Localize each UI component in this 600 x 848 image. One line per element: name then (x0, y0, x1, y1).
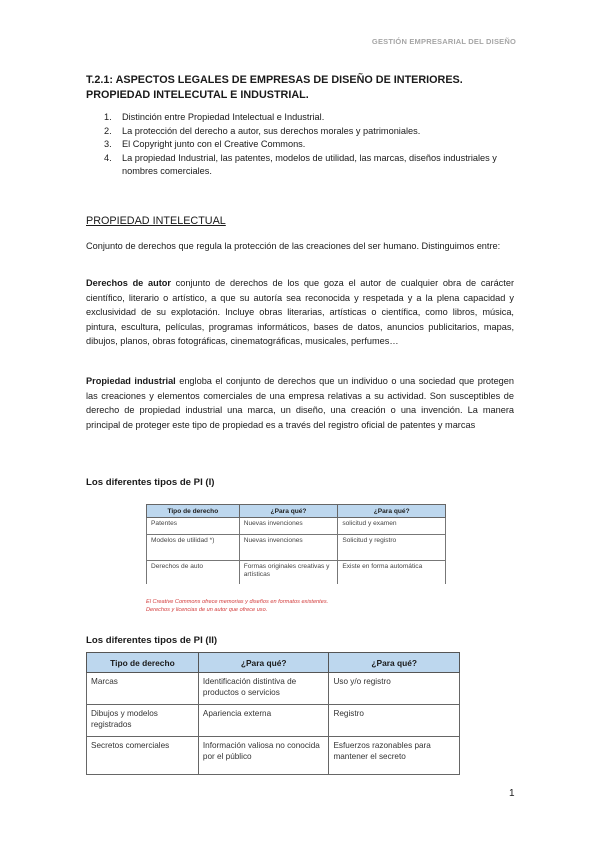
table-1-note-line: Derechos y licencias de un autor que ofrece uso. (146, 607, 268, 613)
table-cell: solicitud y examen (338, 518, 446, 535)
table-1-image (146, 504, 446, 584)
table-row (147, 561, 446, 585)
table-row (147, 535, 446, 561)
copyright-definition: conjunto de derechos de los que goza el autor de cualquier obra de carácter científico, literario o artístico, a que su autoría sea reconocida y respetada y a la plena capacidad y exclusividad de su explotación. Incluye obras literarias, artísticas o científica, como libros, música, pintura, escultura, películas, programas informáticos, bases de datos, anuncios publicitarios, mapas, dibujos, planos, obras fotográficas, cinematográficas, musicales, perfumes… (86, 278, 515, 346)
table-header-row (147, 505, 446, 518)
table-cell: Información valiosa no conocida por el público (198, 737, 329, 775)
column-header: Tipo de derecho (147, 505, 240, 518)
column-header: ¿Para qué? (329, 653, 460, 673)
table-header-row (87, 653, 460, 673)
topic-number: 2. (104, 125, 112, 136)
document-title-line-2: PROPIEDAD INTELECUTAL E INDUSTRIAL. (86, 89, 309, 101)
table-1-note (146, 598, 446, 614)
table-row (87, 737, 460, 775)
table-1-note-line: El Creative Commons ofrece memorias y diseños en formatos existentes. (146, 599, 329, 605)
ip-types-table-1 (146, 504, 446, 584)
column-header: ¿Para qué? (198, 653, 329, 673)
column-header: Tipo de derecho (87, 653, 199, 673)
document-title (86, 73, 516, 103)
topic-text: La protección del derecho a autor, sus derechos morales y patrimoniales. (122, 125, 421, 136)
topic-item (104, 152, 516, 179)
column-header: ¿Para qué? (338, 505, 446, 518)
table-row (147, 518, 446, 535)
table-row (87, 705, 460, 737)
topic-text: Distinción entre Propiedad Intelectual e Industrial. (122, 112, 325, 122)
table-cell: Esfuerzos razonables para mantener el secreto (329, 737, 460, 775)
copyright-term: Derechos de autor (86, 278, 171, 288)
table-row (87, 673, 460, 705)
table-cell: Secretos comerciales (87, 737, 199, 775)
topic-item (104, 125, 516, 139)
industrial-property-paragraph (86, 374, 514, 432)
table-cell: Patentes (147, 518, 240, 535)
running-header: GESTIÓN EMPRESARIAL DEL DISEÑO (371, 37, 516, 46)
topic-number: 1. (104, 112, 112, 122)
table-1-heading: Los diferentes tipos de PI (I) (86, 477, 215, 488)
table-cell: Apariencia externa (198, 705, 329, 737)
page-number: 1 (509, 788, 515, 799)
table-2-heading: Los diferentes tipos de PI (II) (86, 635, 218, 646)
table-cell: Modelos de utilidad *) (147, 535, 240, 561)
table-cell: Formas originales creativas y artísticas (239, 561, 338, 585)
intro-paragraph: Conjunto de derechos que regula la protección de las creaciones del ser humano. Distinguimos entre: (86, 241, 501, 251)
table-cell: Registro (329, 705, 460, 737)
table-2-container (86, 652, 460, 775)
industrial-property-term: Propiedad industrial (86, 376, 176, 386)
table-cell: Derechos de auto (147, 561, 240, 585)
column-header: ¿Para qué? (239, 505, 338, 518)
topic-text: El Copyright junto con el Creative Commons. (122, 139, 306, 150)
topic-item (104, 111, 516, 125)
table-cell: Nuevas invenciones (239, 518, 338, 535)
table-cell: Nuevas invenciones (239, 535, 338, 561)
topic-item (104, 138, 516, 152)
topic-number: 3. (104, 139, 112, 150)
table-cell: Solicitud y registro (338, 535, 446, 561)
table-cell: Identificación distintiva de productos o servicios (198, 673, 329, 705)
topic-text: La propiedad Industrial, las patentes, modelos de utilidad, las marcas, diseños industriales y nombres comerciales. (122, 152, 497, 177)
industrial-property-definition: engloba el conjunto de derechos que un individuo o una sociedad que protegen las creaciones y elementos comerciales de una empresa relativas a su actividad. Son susceptibles de derecho de propiedad industrial una marca, un diseño, una creación o una invención. La manera principal de proteger este tipo de propiedad es a través del registro oficial de patentes y marcas (86, 376, 515, 430)
copyright-paragraph (86, 276, 514, 349)
ip-types-table-2 (86, 652, 460, 775)
table-cell: Dibujos y modelos registrados (87, 705, 199, 737)
table-cell: Marcas (87, 673, 199, 705)
section-heading: PROPIEDAD INTELECTUAL (86, 215, 226, 227)
table-cell: Uso y/o registro (329, 673, 460, 705)
document-title-line-1: T.2.1: ASPECTOS LEGALES DE EMPRESAS DE DISEÑO DE INTERIORES. (86, 74, 463, 86)
table-cell: Existe en forma automática (338, 561, 446, 585)
topic-list (104, 111, 516, 179)
topic-number: 4. (104, 152, 112, 163)
